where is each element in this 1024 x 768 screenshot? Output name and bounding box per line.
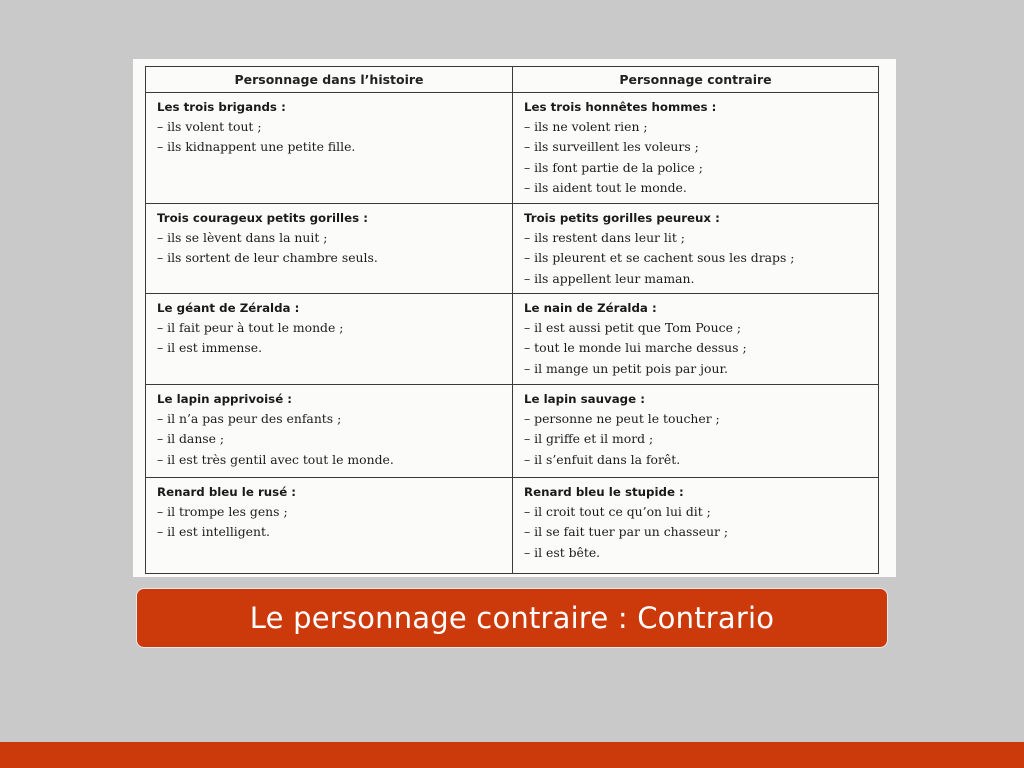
trait-line: – il trompe les gens ; <box>157 504 288 520</box>
comparison-table <box>145 66 879 574</box>
trait-line: – ils appellent leur maman. <box>524 270 695 286</box>
trait-line: – ils pleurent et se cachent sous les draps ; <box>524 250 795 266</box>
trait-line: – personne ne peut le toucher ; <box>524 411 720 427</box>
slide-title: Le personnage contraire : Contrario <box>249 601 775 635</box>
table-row <box>146 385 879 478</box>
story-character-cell <box>146 294 513 385</box>
trait-line: – ils ne volent rien ; <box>524 119 648 135</box>
trait-line: – il est intelligent. <box>157 524 270 540</box>
trait-line: – il danse ; <box>157 431 225 447</box>
column-header-opposite-character: Personnage contraire <box>513 67 879 93</box>
character-name: Trois courageux petits gorilles : <box>157 211 368 225</box>
slide-title-bar <box>137 589 887 647</box>
table-row <box>146 93 879 204</box>
column-header-story-character: Personnage dans l’histoire <box>146 67 513 93</box>
character-name: Renard bleu le rusé : <box>157 485 297 499</box>
trait-line: – ils sortent de leur chambre seuls. <box>157 250 378 266</box>
trait-line: – il s’enfuit dans la forêt. <box>524 451 681 467</box>
character-name: Le lapin sauvage : <box>524 392 645 406</box>
footer-accent-bar <box>0 742 1024 768</box>
trait-line: – ils surveillent les voleurs ; <box>524 139 699 155</box>
character-name: Renard bleu le stupide : <box>524 485 684 499</box>
trait-line: – ils volent tout ; <box>157 119 262 135</box>
character-name: Le nain de Zéralda : <box>524 301 657 315</box>
character-name: Le géant de Zéralda : <box>157 301 300 315</box>
trait-line: – il se fait tuer par un chasseur ; <box>524 524 729 540</box>
story-character-cell <box>146 385 513 478</box>
table-row <box>146 294 879 385</box>
table-header-row <box>146 67 879 93</box>
trait-line: – il griffe et il mord ; <box>524 431 654 447</box>
trait-line: – il est immense. <box>157 340 263 356</box>
trait-line: – ils kidnappent une petite fille. <box>157 139 356 155</box>
character-name: Le lapin apprivoisé : <box>157 392 293 406</box>
opposite-character-cell <box>513 294 879 385</box>
trait-line: – ils restent dans leur lit ; <box>524 230 685 246</box>
opposite-character-cell <box>513 385 879 478</box>
trait-line: – il est très gentil avec tout le monde. <box>157 451 394 467</box>
story-character-cell <box>146 93 513 204</box>
table-row <box>146 478 879 574</box>
character-name: Les trois honnêtes hommes : <box>524 100 717 114</box>
character-name: Trois petits gorilles peureux : <box>524 211 720 225</box>
opposite-character-cell <box>513 478 879 574</box>
table-row <box>146 204 879 294</box>
trait-line: – il mange un petit pois par jour. <box>524 360 728 376</box>
trait-line: – tout le monde lui marche dessus ; <box>524 340 747 356</box>
trait-line: – il n’a pas peur des enfants ; <box>157 411 342 427</box>
scanned-table-image <box>133 59 896 577</box>
opposite-character-cell <box>513 204 879 294</box>
trait-line: – il est aussi petit que Tom Pouce ; <box>524 320 742 336</box>
opposite-character-cell <box>513 93 879 204</box>
trait-line: – ils font partie de la police ; <box>524 159 703 175</box>
trait-line: – ils aident tout le monde. <box>524 179 687 195</box>
trait-line: – il est bête. <box>524 544 601 560</box>
story-character-cell <box>146 478 513 574</box>
story-character-cell <box>146 204 513 294</box>
trait-line: – ils se lèvent dans la nuit ; <box>157 230 328 246</box>
trait-line: – il croit tout ce qu’on lui dit ; <box>524 504 711 520</box>
character-name: Les trois brigands : <box>157 100 286 114</box>
trait-line: – il fait peur à tout le monde ; <box>157 320 344 336</box>
